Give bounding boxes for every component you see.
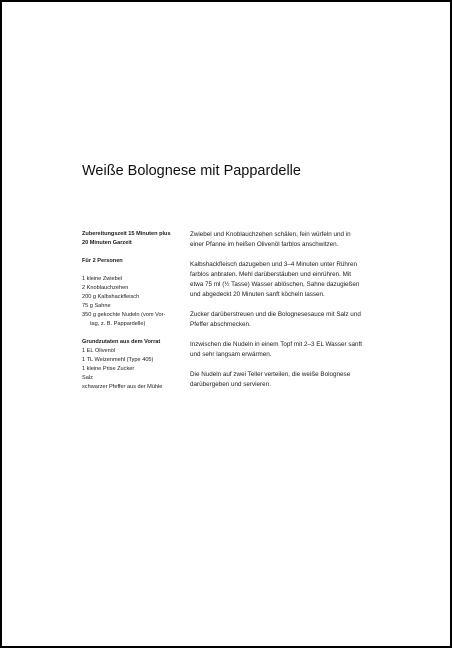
method-step bbox=[190, 230, 374, 250]
step-line: Zwiebel und Knoblauchzehen schälen, fein würfeln und in bbox=[190, 231, 351, 238]
pantry-item: 1 EL Olivenöl bbox=[82, 348, 116, 354]
step-line: Pfeffer abschmecken. bbox=[190, 321, 251, 328]
ingredient-item: 200 g Kalbshackfleisch bbox=[82, 294, 140, 300]
ingredients-column bbox=[82, 230, 180, 401]
pantry-heading: Grundzutaten aus dem Vorrat bbox=[82, 339, 161, 345]
ingredient-item: 350 g gekochte Nudeln (vom Vor- bbox=[82, 312, 166, 318]
step-line: etwa 75 ml (½ Tasse) Wasser ablöschen, Sahne dazugießen bbox=[190, 281, 360, 288]
prep-time bbox=[82, 230, 180, 248]
prep-time-line: Zubereitungszeit 15 Minuten plus bbox=[82, 231, 171, 237]
step-line: Die Nudeln auf zwei Teller verteilen, die weiße Bolognese bbox=[190, 371, 351, 378]
ingredient-item: 1 kleine Zwiebel bbox=[82, 276, 123, 282]
step-line: darübergeben und servieren. bbox=[190, 381, 271, 388]
pantry-item: 1 kleine Prise Zucker bbox=[82, 366, 135, 372]
recipe-title: Weiße Bolognese mit Pappardelle bbox=[82, 163, 301, 179]
method-step bbox=[190, 260, 374, 300]
pantry-list bbox=[82, 338, 180, 392]
step-line: farblos anbraten. Mehl darüberstäuben und einrühren. Mit bbox=[190, 271, 352, 278]
method-step bbox=[190, 340, 374, 360]
method-column bbox=[190, 230, 374, 400]
step-line: und abgedeckt 20 Minuten sanft köcheln lassen. bbox=[190, 291, 325, 298]
servings-label: Für 2 Personen bbox=[82, 258, 123, 264]
pantry-item: 1 TL Weizenmehl (Type 405) bbox=[82, 357, 154, 363]
ingredient-item: tag, z. B. Pappardelle) bbox=[90, 321, 146, 327]
step-line: Kalbshackfleisch dazugeben und 3–4 Minuten unter Rühren bbox=[190, 261, 357, 268]
ingredient-item: 2 Knoblauchzehen bbox=[82, 285, 129, 291]
step-line: Zucker darüberstreuen und die Bolognesesauce mit Salz und bbox=[190, 311, 361, 318]
servings bbox=[82, 257, 180, 266]
pantry-item: schwarzer Pfeffer aus der Mühle bbox=[82, 384, 163, 390]
step-line: einer Pfanne im heißen Olivenöl farblos anschwitzen. bbox=[190, 241, 339, 248]
ingredient-list bbox=[82, 275, 180, 329]
prep-time-line: 20 Minuten Garzeit bbox=[82, 240, 132, 246]
method-step bbox=[190, 370, 374, 390]
step-line: Inzwischen die Nudeln in einem Topf mit 2–3 EL Wasser sanft bbox=[190, 341, 362, 348]
step-line: und sehr langsam erwärmen. bbox=[190, 351, 272, 358]
method-step bbox=[190, 310, 374, 330]
pantry-item: Salz bbox=[82, 375, 93, 381]
ingredient-item: 75 g Sahne bbox=[82, 303, 111, 309]
